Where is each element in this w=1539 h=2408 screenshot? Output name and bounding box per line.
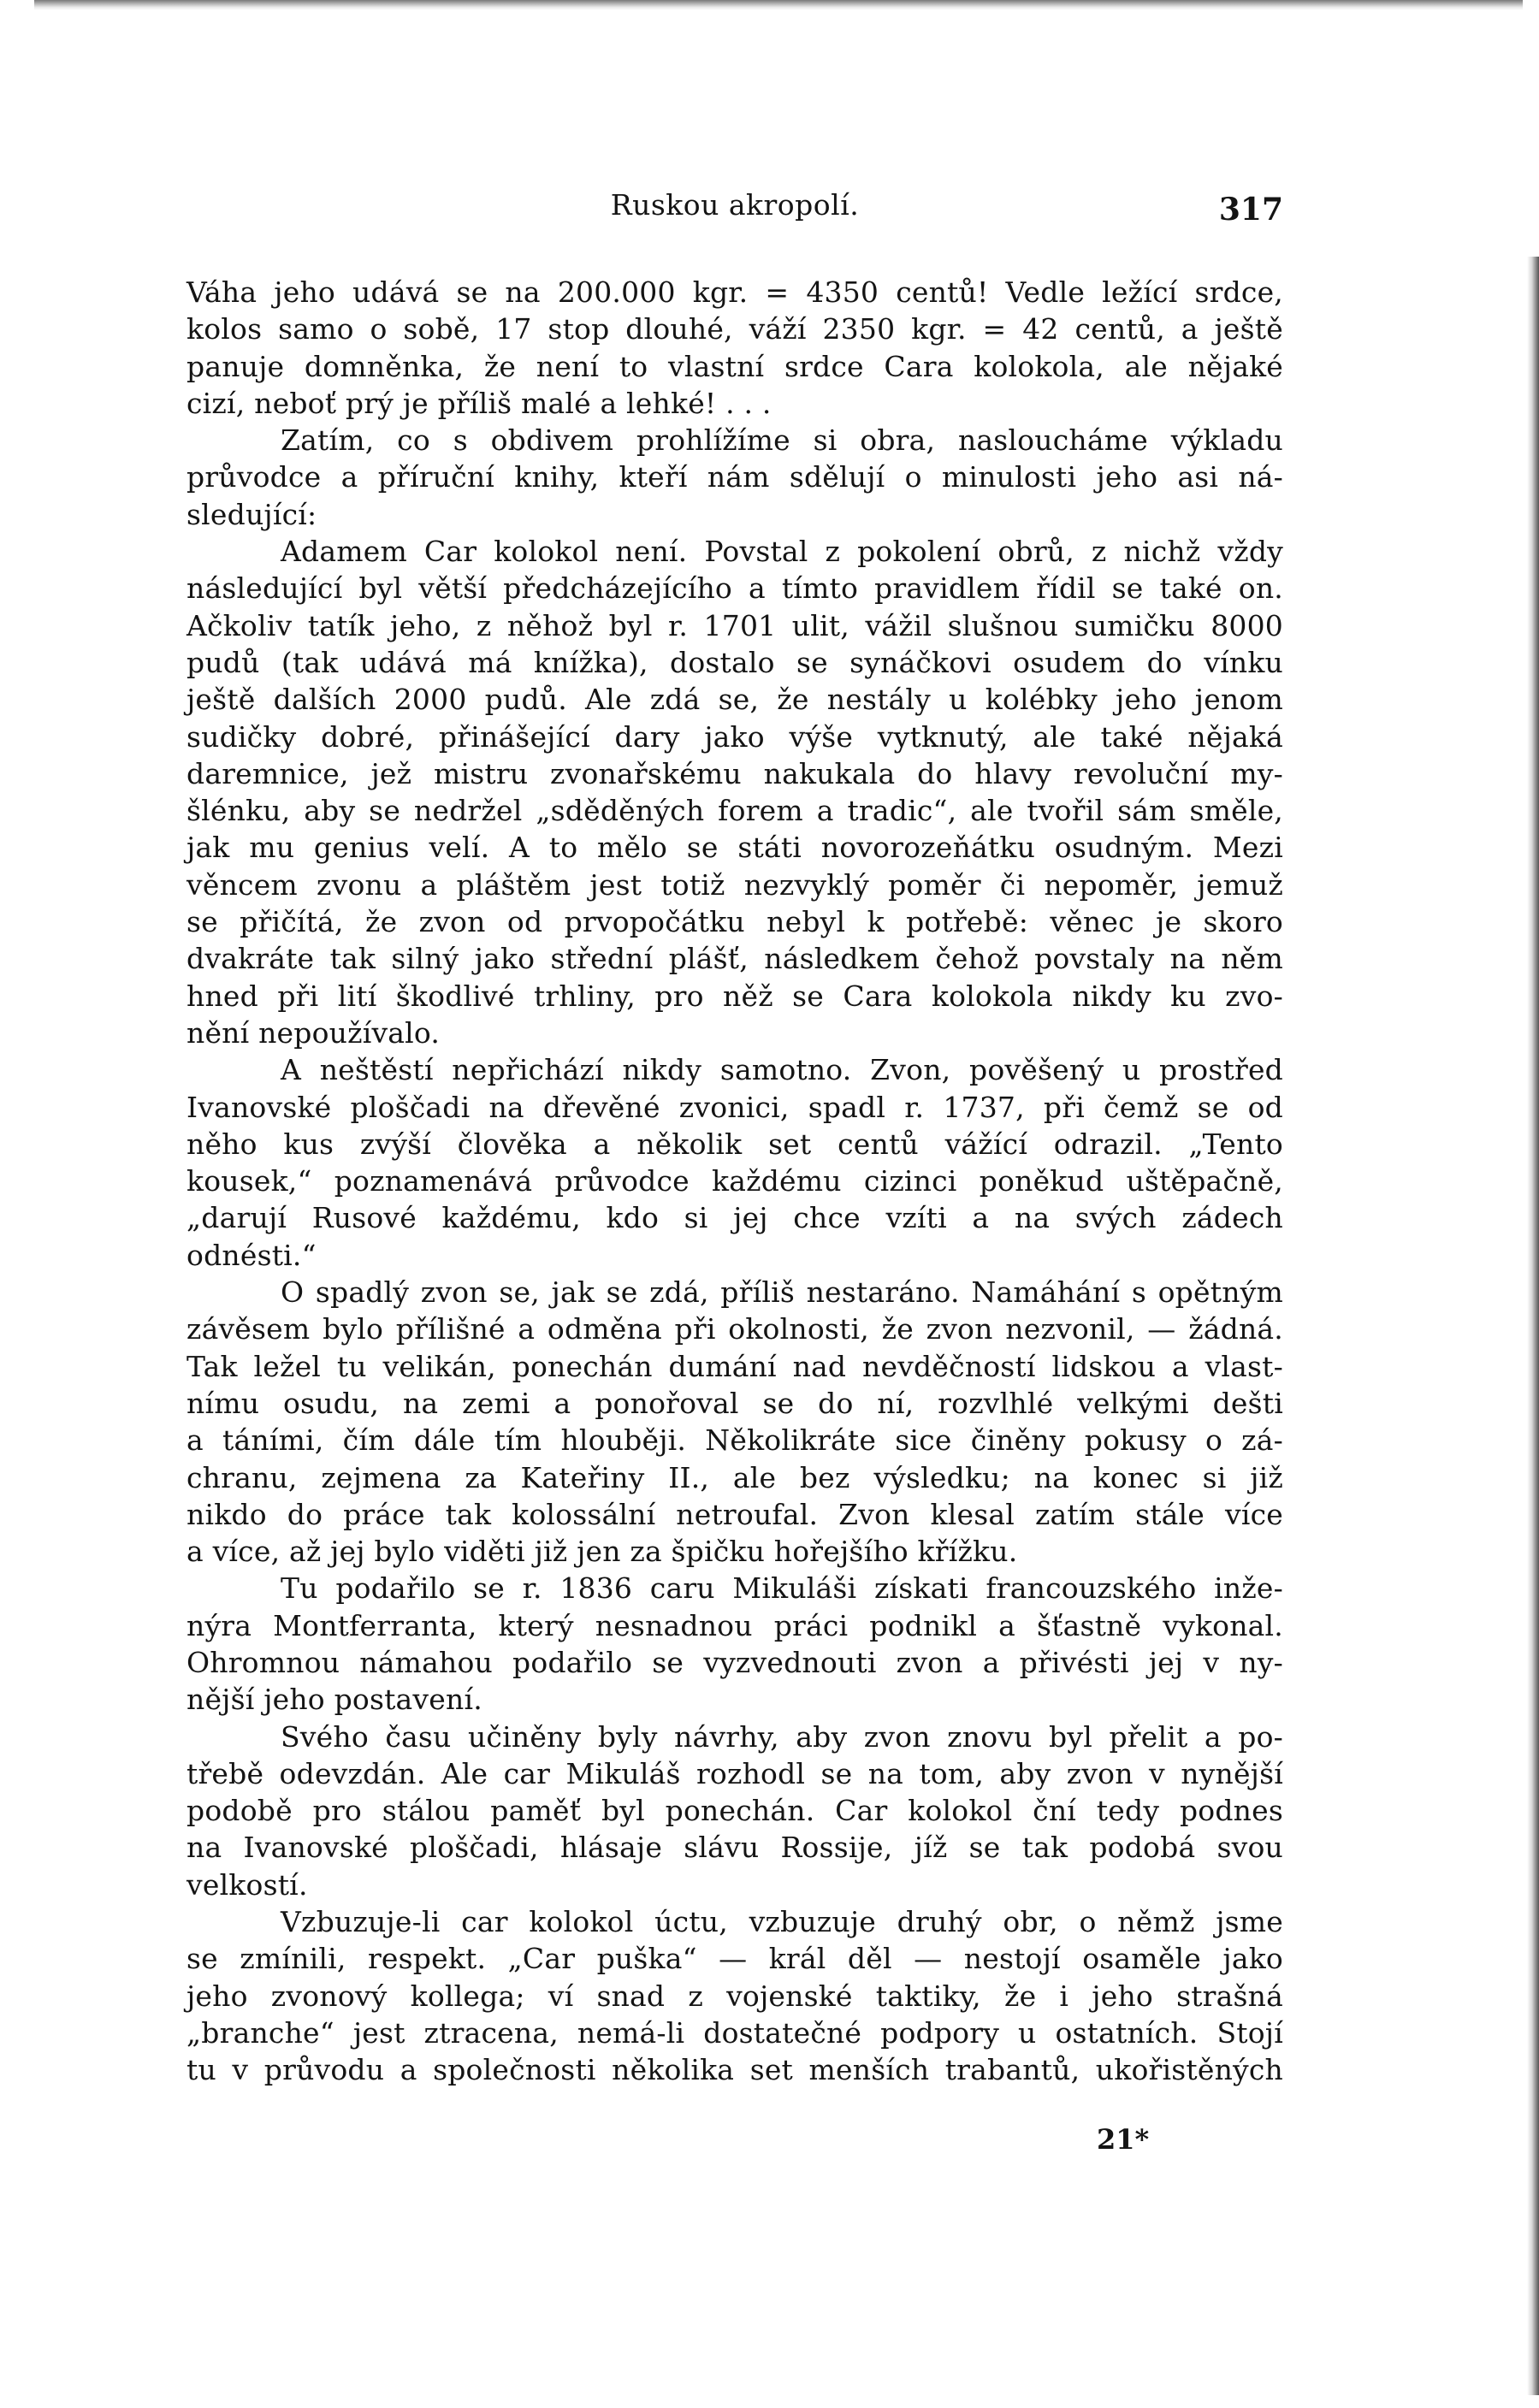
text-line: chranu, zejmena za Kateřiny II., ale bez výsledku; na konec si již	[186, 1460, 1283, 1494]
text-line: nější jeho postavení.	[186, 1683, 482, 1717]
text-line: podobě pro stálou paměť byl ponechán. Car kolokol ční tedy podnes	[186, 1794, 1283, 1828]
running-title: Ruskou akropolí.	[610, 188, 860, 222]
text-line: něho kus zvýší člověka a několik set centů vážící odrazil. „Tento	[186, 1127, 1283, 1161]
text-line: nímu osudu, na zemi a ponořoval se do ní, rozvlhlé velkými dešti	[186, 1386, 1283, 1420]
text-line: Ačkoliv tatík jeho, z něhož byl r. 1701 ulit, vážil slušnou sumičku 8000	[186, 608, 1283, 642]
text-line: O spadlý zvon se, jak se zdá, příliš nestaráno. Namáhání s opětným	[281, 1275, 1283, 1310]
text-line: na Ivanovské ploščadi, hlásaje slávu Rossije, jíž se tak podobá svou	[186, 1831, 1283, 1865]
text-line: Tu podařilo se r. 1836 caru Mikuláši získati francouzského inže-	[281, 1571, 1283, 1606]
text-line: tu v průvodu a společnosti několika set menších trabantů, ukořistěných	[186, 2053, 1283, 2087]
text-line: závěsem bylo přílišné a odměna při okolnosti, že zvon nezvonil, — žádná.	[186, 1312, 1283, 1346]
text-line: sudičky dobré, přinášející dary jako výše vytknutý, ale také nějaká	[186, 719, 1283, 754]
text-line: Tak ležel tu velikán, ponechán dumání nad nevděčností lidskou a vlast-	[186, 1349, 1283, 1383]
text-line: kolos samo o sobě, 17 stop dlouhé, váží 2350 kgr. = 42 centů, a ještě	[186, 312, 1283, 346]
text-line: třebě odevzdán. Ale car Mikuláš rozhodl se na tom, aby zvon v nynější	[186, 1756, 1283, 1790]
text-line: nýra Montferranta, který nesnadnou práci podnikl a šťastně vykonal.	[186, 1608, 1283, 1642]
text-line: Svého času učiněny byly návrhy, aby zvon znovu byl přelit a po-	[281, 1719, 1283, 1754]
text-line: následující byl větší předcházejícího a tímto pravidlem řídil se také on.	[186, 571, 1283, 606]
text-line: se přičítá, že zvon od prvopočátku nebyl k potřebě: věnec je skoro	[186, 905, 1283, 939]
signature-mark: 21*	[1097, 2123, 1150, 2156]
text-line: se zmínili, respekt. „Car puška“ — král děl — nestojí osaměle jako	[186, 1942, 1283, 1976]
text-line: průvodce a příruční knihy, kteří nám sdělují o minulosti jeho asi ná-	[186, 460, 1283, 494]
text-line: věncem zvonu a pláštěm jest totiž nezvyklý poměr či nepoměr, jemuž	[186, 867, 1283, 902]
text-line: daremnice, jež mistru zvonařskému nakukala do hlavy revoluční my-	[186, 756, 1283, 790]
text-line: jak mu genius velí. A to mělo se státi novorozeňátku osudným. Mezi	[186, 831, 1283, 865]
text-line: Zatím, co s obdivem prohlížíme si obra, nasloucháme výkladu	[281, 423, 1283, 458]
text-line: velkostí.	[186, 1867, 308, 1902]
page-number: 317	[1218, 192, 1283, 228]
text-line: Vzbuzuje-li car kolokol úctu, vzbuzuje druhý obr, o němž jsme	[281, 1905, 1283, 1939]
text-line: Adamem Car kolokol není. Povstal z pokolení obrů, z nichž vždy	[281, 535, 1283, 569]
text-line: a více, až jej bylo viděti již jen za špičku hořejšího křížku.	[186, 1535, 1018, 1569]
page-header	[186, 188, 1283, 231]
page-edge-right	[1527, 257, 1539, 2395]
text-line: nění nepoužívalo.	[186, 1015, 441, 1050]
text-line: a táními, čím dále tím hlouběji. Několikráte sice činěny pokusy o zá-	[186, 1423, 1283, 1458]
text-line: pudů (tak udává má knížka), dostalo se synáčkovi osudem do vínku	[186, 645, 1283, 679]
text-line: hned při lití škodlivé trhliny, pro něž se Cara kolokola nikdy ku zvo-	[186, 979, 1283, 1013]
text-line: Ohromnou námahou podařilo se vyzvednouti zvon a přivésti jej v ny-	[186, 1645, 1283, 1679]
text-line: „darují Rusové každému, kdo si jej chce vzíti a na svých zádech	[186, 1201, 1283, 1235]
text-line: cizí, neboť prý je příliš malé a lehké! . . .	[186, 386, 772, 420]
text-line: panuje domněnka, že není to vlastní srdce Cara kolokola, ale nějaké	[186, 349, 1283, 383]
text-line: A neštěstí nepřichází nikdy samotno. Zvon, pověšený u prostřed	[281, 1053, 1283, 1087]
text-line: sledující:	[186, 497, 317, 531]
text-line: Váha jeho udává se na 200.000 kgr. = 4350 centů! Vedle ležící srdce,	[186, 275, 1283, 309]
text-line: Ivanovské ploščadi na dřevěné zvonici, spadl r. 1737, při čemž se od	[186, 1090, 1283, 1124]
text-line: „branche“ jest ztracena, nemá-li dostatečné podpory u ostatních. Stojí	[186, 2015, 1283, 2050]
text-line: odnésti.“	[186, 1238, 317, 1272]
text-line: šlénku, aby se nedržel „sděděných forem a tradic“, ale tvořil sám směle,	[186, 794, 1283, 828]
body-text	[186, 274, 1283, 2089]
text-line: nikdo do práce tak kolossální netroufal. Zvon klesal zatím stále více	[186, 1497, 1283, 1531]
text-line: ještě dalších 2000 pudů. Ale zdá se, že nestály u kolébky jeho jenom	[186, 683, 1283, 717]
text-line: jeho zvonový kollega; ví snad z vojenské taktiky, že i jeho strašná	[186, 1979, 1283, 2013]
text-line: kousek,“ poznamenává průvodce každému cizinci poněkud uštěpačně,	[186, 1164, 1283, 1198]
text-line: dvakráte tak silný jako střední plášť, následkem čehož povstaly na něm	[186, 942, 1283, 976]
page-edge-top	[34, 0, 1523, 10]
